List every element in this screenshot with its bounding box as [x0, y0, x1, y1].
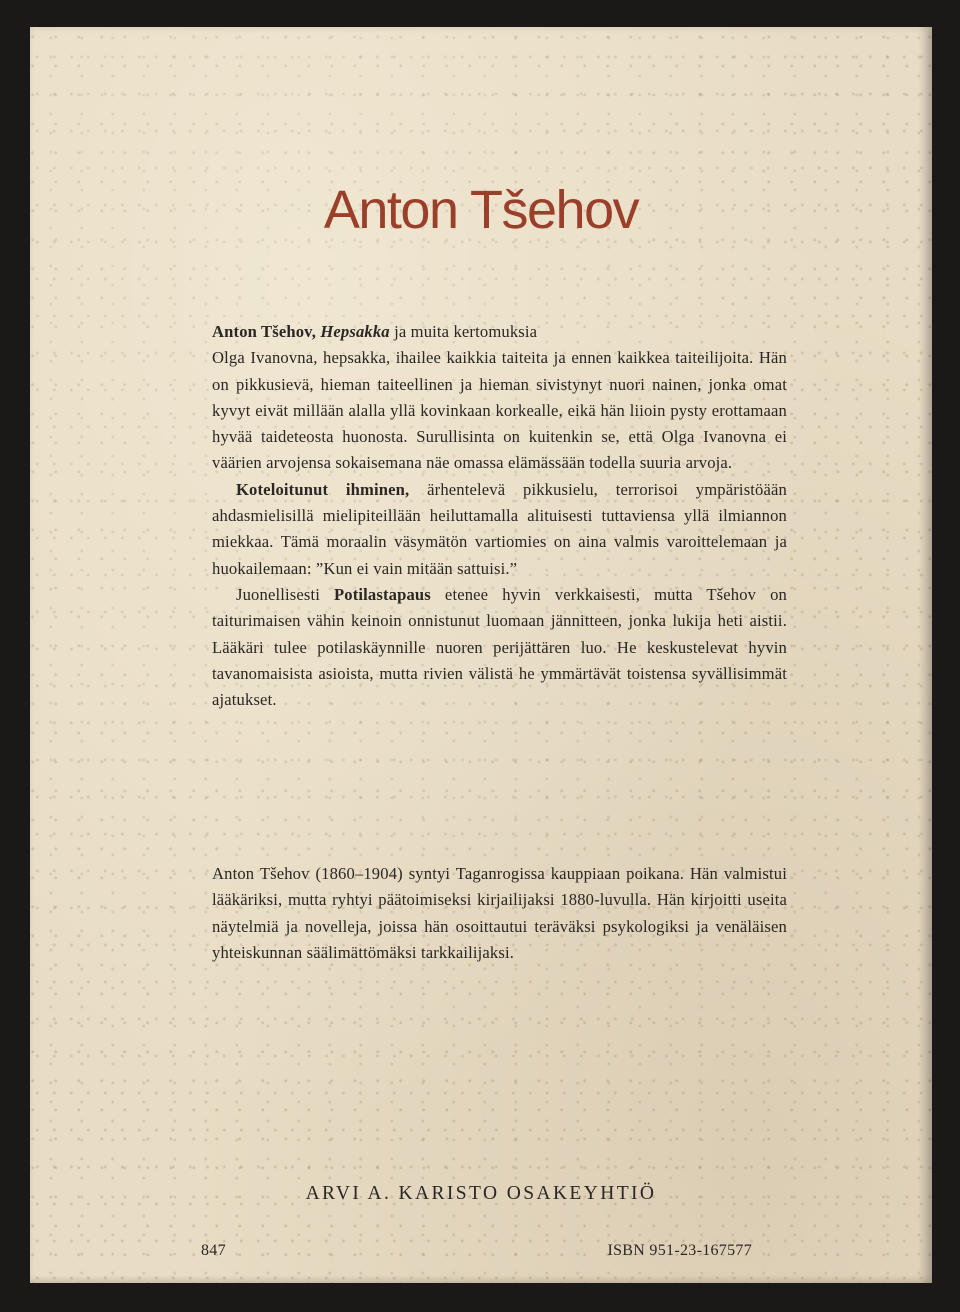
blurb-paragraph-3-pre: Juonellisesti — [236, 584, 334, 604]
blurb-heading-book: Hepsakka — [320, 322, 390, 341]
publisher-name: ARVI A. KARISTO OSAKEYHTIÖ — [305, 1183, 657, 1204]
story-title-potilastapaus: Potilastapaus — [334, 584, 431, 604]
blurb-heading — [212, 319, 787, 345]
blurb-paragraph-3 — [212, 582, 787, 713]
blurb-paragraph-1: Olga Ivanovna, hepsakka, ihailee kaikkia taiteita ja ennen kaikkea taiteilijoita. Hän on pikkusievä, hieman taiteellinen ja hieman sivistynyt nuori nainen, jonka omat kyvyt eivät millään alalla yllä kovinkaan korkealle, eikä hän liioin pysty erottamaan hyvää taideteosta huonosta. Surullisinta on kuitenkin se, että Olga Ivanovna ei väärien arvojensa sokaisemana näe omassa elämässään todella suuria arvoja. — [212, 348, 787, 473]
series-code: 847 — [201, 1242, 226, 1259]
author-bio — [212, 861, 787, 966]
cover-title: Anton Tšehov — [323, 180, 639, 240]
blurb-heading-author: Anton Tšehov, — [212, 322, 317, 341]
blurb-paragraph-2 — [212, 477, 787, 582]
story-title-koteloitunut: Koteloitunut ihminen, — [236, 479, 410, 499]
blurb-paragraph-2-text: ärhentelevä pikkusielu, terrorisoi ympäristöään ahdasmielisillä mielipiteillään heiluttamalla alituisesti tuttaviensa yllä ilmiannon miekkaa. Tämä moraalin väsymätön vartiomies on aina valmis varoittelemaan ja huokailemaan: ”Kun ei vain mitään sattuisi.” — [212, 479, 787, 578]
author-bio-text: Anton Tšehov (1860–1904) syntyi Taganrogissa kauppiaan poikana. Hän valmistui lääkäriksi, mutta ryhtyi päätoimiseksi kirjailijaksi 1880-luvulla. Hän kirjoitti useita näytelmiä ja novelleja, joissa hän osoittautui teräväksi psykologiksi ja venäläisen yhteiskunnan säälimättömäksi tarkkailijaksi. — [212, 864, 787, 962]
book-back-cover — [30, 27, 932, 1283]
isbn: ISBN 951-23-167577 — [607, 1242, 752, 1259]
blurb-heading-rest: ja muita kertomuksia — [394, 322, 538, 341]
blurb-paragraph-3-text: etenee hyvin verkkaisesti, mutta Tšehov on taiturimaisen vähin keinoin onnistunut luomaan jännitteen, jonka lukija heti aistii. Lääkäri tulee potilaskäynnille nuoren perijättären luo. He keskustelevat hyvin tavanomaisista asioista, mutta rivien välistä he ymmärtävät toistensa syvällisimmät ajatukset. — [212, 584, 787, 710]
blurb — [212, 319, 787, 713]
